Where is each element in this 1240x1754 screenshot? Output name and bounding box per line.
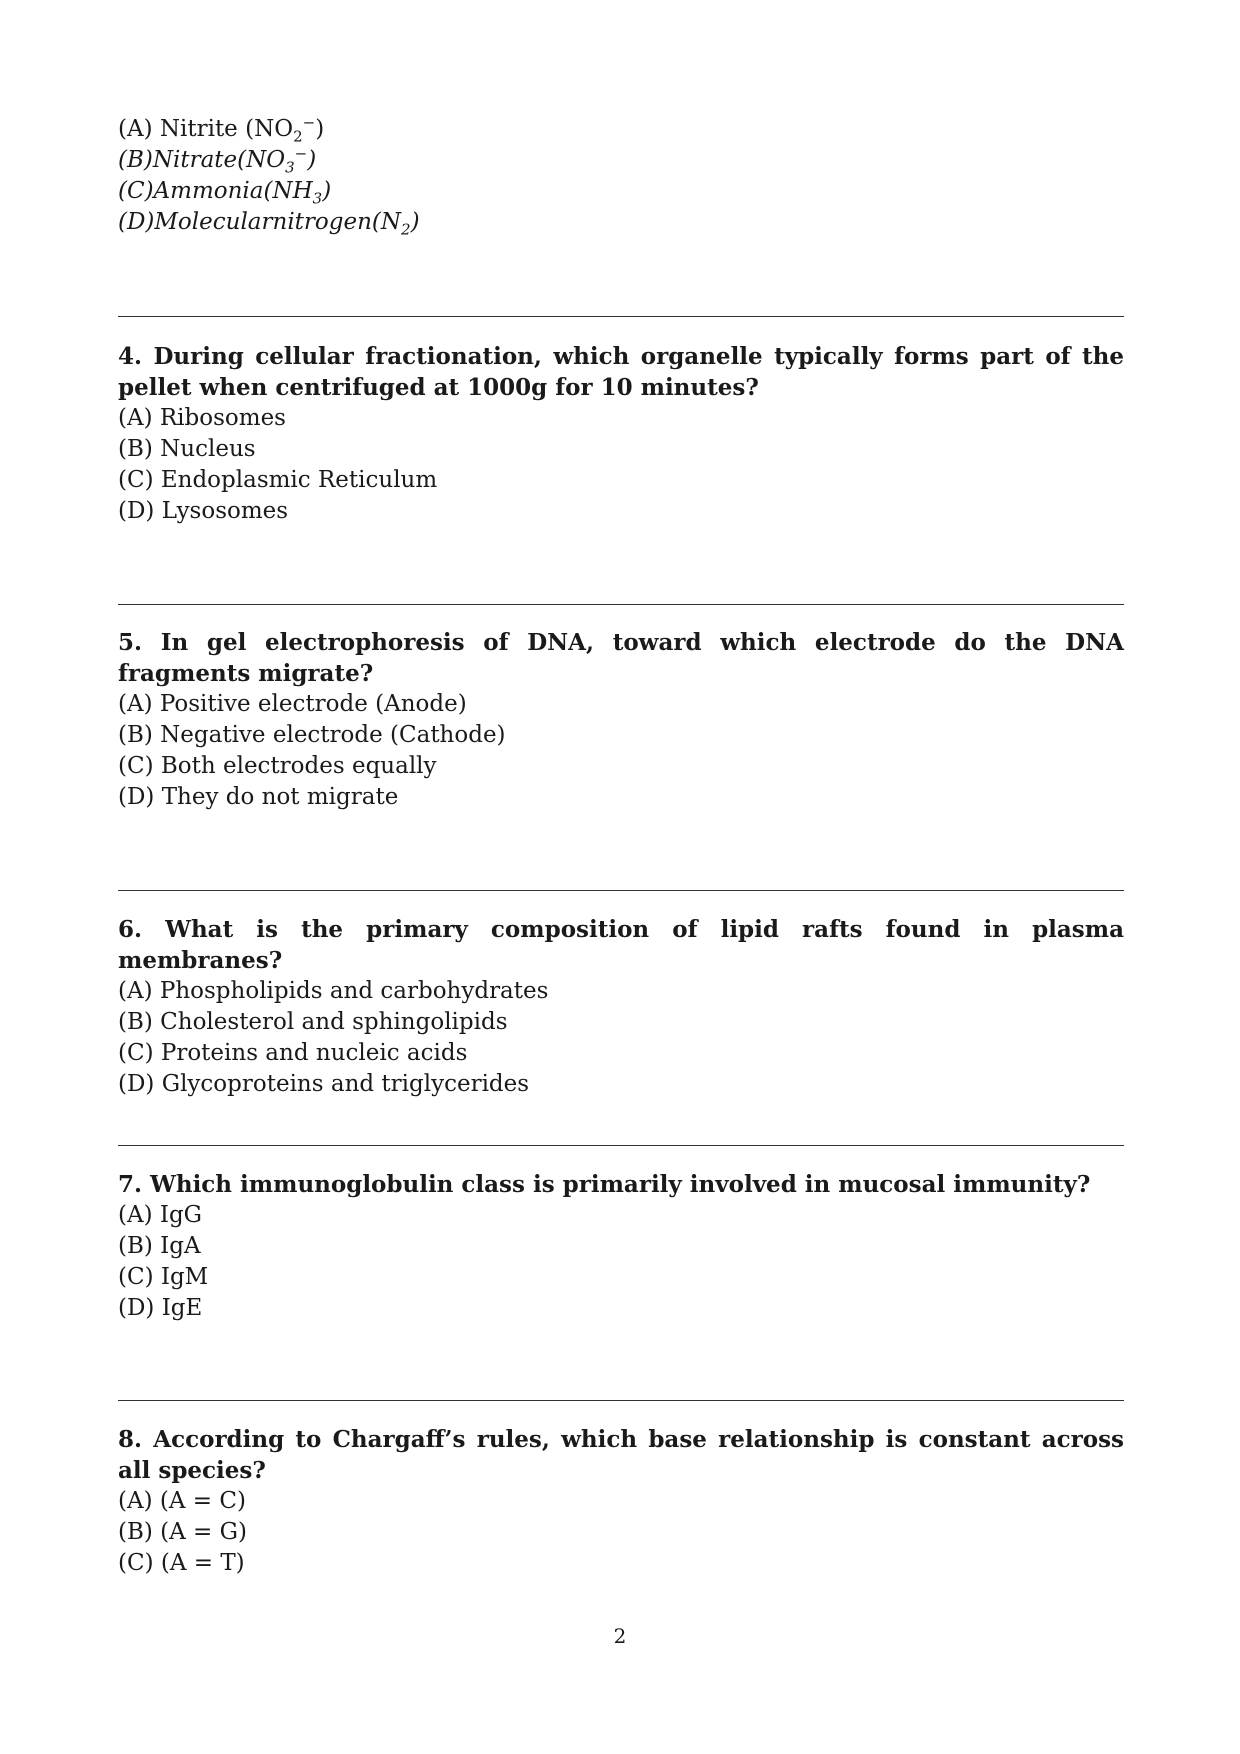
subscript: 3 — [285, 158, 295, 177]
question-5 — [118, 627, 1124, 813]
option-close: ) — [322, 178, 332, 204]
option-line — [118, 114, 1124, 145]
option-b: (B) Cholesterol and sphingolipids — [118, 1009, 508, 1035]
superscript: − — [294, 144, 308, 163]
chem-formula — [285, 145, 307, 176]
question-7 — [118, 1169, 1124, 1324]
option-b: (B) (A = G) — [118, 1519, 247, 1545]
option-a: (A) Phospholipids and carbohydrates — [118, 978, 549, 1004]
option-c: (C) Both electrodes equally — [118, 753, 437, 779]
superscript: − — [302, 113, 316, 132]
question-text: 4. During cellular fractionation, which organelle typically forms part of the pellet when centrifuged at 1000g for 10 minutes? — [118, 343, 1124, 401]
divider — [118, 1145, 1124, 1146]
option-c: (C) (A = T) — [118, 1550, 245, 1576]
option-text: (B)Nitrate(NO — [118, 147, 286, 173]
option-c: (C) Proteins and nucleic acids — [118, 1040, 468, 1066]
question-text: 7. Which immunoglobulin class is primarily involved in mucosal immunity? — [118, 1171, 1091, 1198]
option-d: (D) Glycoproteins and triglycerides — [118, 1071, 530, 1097]
option-d: (D) They do not migrate — [118, 784, 399, 810]
option-line — [118, 145, 1124, 176]
option-text: (A) Nitrite (NO — [118, 116, 294, 142]
divider — [118, 890, 1124, 891]
divider — [118, 604, 1124, 605]
option-a: (A) Positive electrode (Anode) — [118, 691, 467, 717]
q3-options — [118, 114, 1124, 238]
subscript: 2 — [293, 127, 303, 146]
option-d: (D) Lysosomes — [118, 498, 289, 524]
question-6 — [118, 914, 1124, 1100]
option-b: (B) IgA — [118, 1233, 201, 1259]
question-text: 5. In gel electrophoresis of DNA, toward which electrode do the DNA fragments migrate? — [118, 629, 1124, 687]
divider — [118, 1400, 1124, 1401]
subscript: 2 — [401, 220, 411, 239]
option-d: (D) IgE — [118, 1295, 203, 1321]
page-number: 2 — [613, 1624, 627, 1648]
option-close: ) — [410, 209, 420, 235]
option-b: (B) Negative electrode (Cathode) — [118, 722, 506, 748]
option-line — [118, 207, 1124, 238]
option-text: (C)Ammonia(NH — [118, 178, 313, 204]
chem-formula — [293, 114, 315, 145]
option-close: ) — [307, 147, 317, 173]
option-a: (A) IgG — [118, 1202, 203, 1228]
option-a: (A) (A = C) — [118, 1488, 246, 1514]
option-b: (B) Nucleus — [118, 436, 256, 462]
question-text: 6. What is the primary composition of lipid rafts found in plasma membranes? — [118, 916, 1124, 974]
question-4 — [118, 341, 1124, 527]
question-text: 8. According to Chargaff’s rules, which base relationship is constant across all species? — [118, 1426, 1124, 1484]
option-line — [118, 176, 1124, 207]
option-c: (C) IgM — [118, 1264, 209, 1290]
option-close: ) — [315, 116, 325, 142]
option-a: (A) Ribosomes — [118, 405, 286, 431]
option-text: (D)Molecularnitrogen(N — [118, 209, 402, 235]
subscript: 3 — [312, 189, 323, 208]
question-8 — [118, 1424, 1124, 1579]
option-c: (C) Endoplasmic Reticulum — [118, 467, 438, 493]
divider — [118, 316, 1124, 317]
